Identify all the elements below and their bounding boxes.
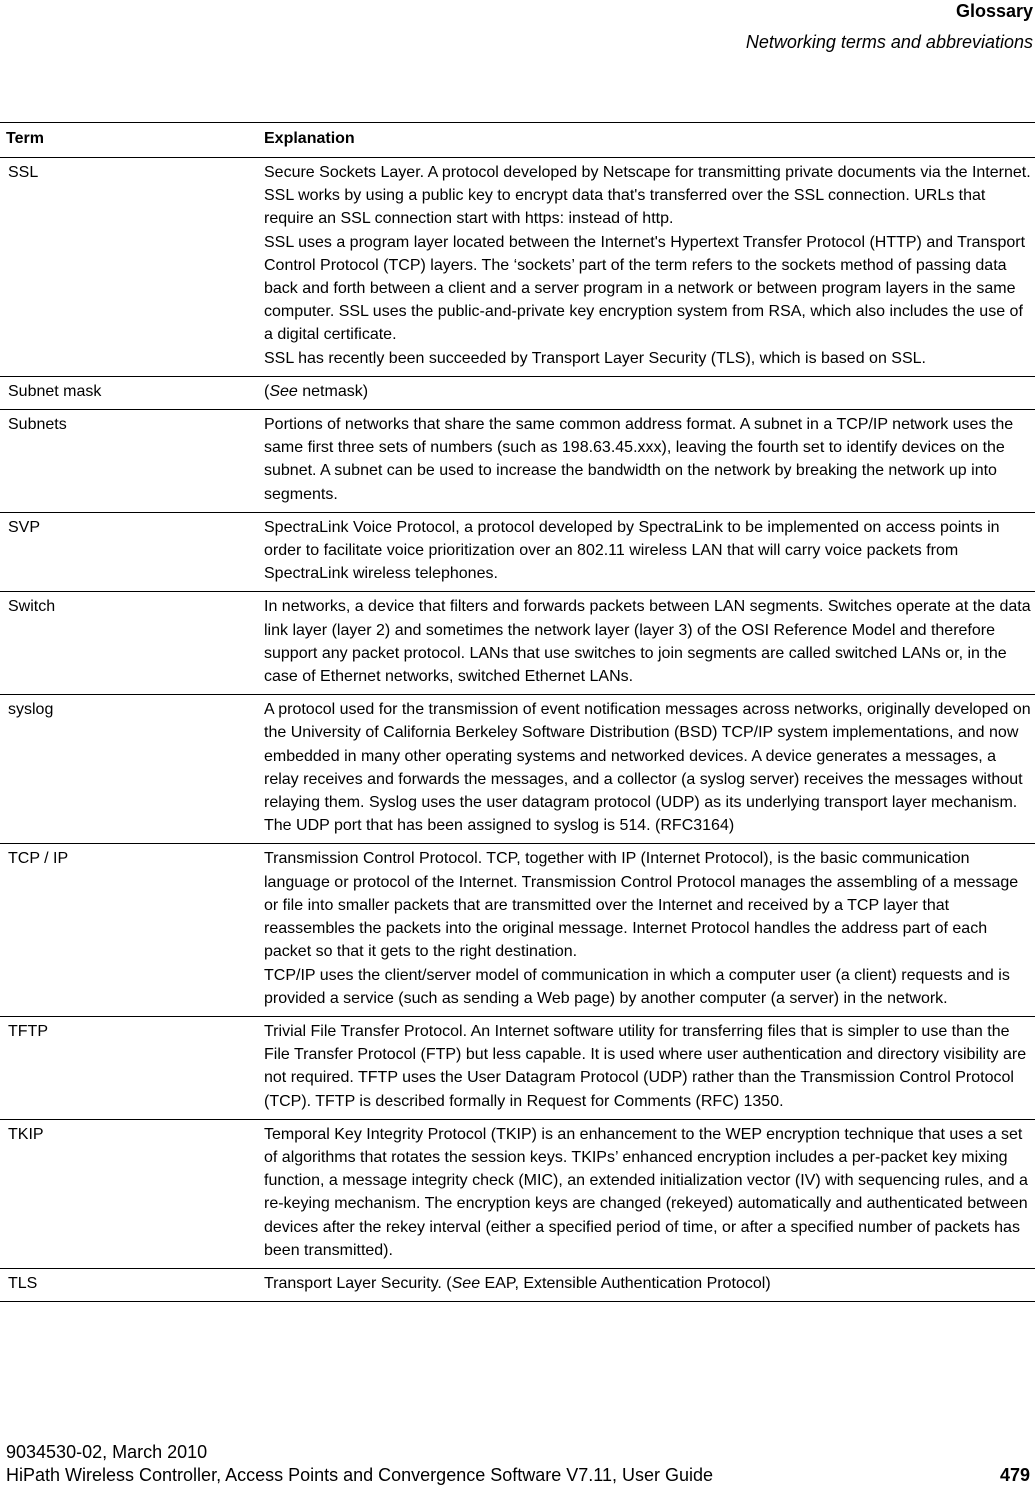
- explanation-paragraph: SpectraLink Voice Protocol, a protocol developed by SpectraLink to be implemented on access points in order to facilitate voice prioritization over an 802.11 wireless LAN that will carry voice packets from SpectraLink wireless telephones.: [264, 518, 1000, 583]
- term-cell: SVP: [0, 512, 258, 592]
- table-row: [0, 512, 1035, 592]
- header-title: Glossary: [955, 1, 1033, 21]
- table-row: [0, 410, 1035, 513]
- explanation-paragraph: TCP/IP uses the client/server model of communication in which a computer user (a client) requests and is provided a service (such as sending a Web page) by another computer (a server) in the network.: [264, 966, 1010, 1007]
- term-cell: TKIP: [0, 1119, 258, 1268]
- explanation-paragraph: A protocol used for the transmission of event notification messages across networks, originally developed on the University of California Berkeley Software Distribution (BSD) TCP/IP system implementations, and now embedded in many other operating systems and networked devices. A device generates a messages, a relay receives and forwards the messages, and a collector (a syslog server) receives the messages without relaying them. Syslog uses the user datagram protocol (UDP) as its underlying transport layer mechanism. The UDP port that has been assigned to syslog is 514. (RFC3164): [264, 701, 1031, 835]
- explanation-paragraph: SSL has recently been succeeded by Transport Layer Security (TLS), which is based on SSL.: [264, 349, 926, 367]
- explanation-cell: [258, 1119, 1035, 1268]
- table-row: [0, 1268, 1035, 1301]
- explanation-cell: [258, 844, 1035, 1016]
- document-number: 9034530-02, March 2010: [6, 1442, 208, 1462]
- term-cell: SSL: [0, 158, 258, 377]
- explanation-cell: [258, 376, 1035, 409]
- guide-title: HiPath Wireless Controller, Access Points and Convergence Software V7.11, User Guide: [6, 1465, 714, 1485]
- table-row: [0, 695, 1035, 844]
- page-header: [746, 0, 1033, 53]
- term-cell: TCP / IP: [0, 844, 258, 1016]
- term-cell: Switch: [0, 592, 258, 695]
- header-subtitle: Networking terms and abbreviations: [745, 32, 1033, 52]
- table-row: [0, 1016, 1035, 1119]
- table-row: [0, 844, 1035, 1016]
- explanation-cell: [258, 1016, 1035, 1119]
- explanation-cell: [258, 410, 1035, 513]
- page-number: 479: [999, 1465, 1030, 1485]
- explanation-cell: [258, 512, 1035, 592]
- explanation-paragraph: Temporal Key Integrity Protocol (TKIP) is an enhancement to the WEP encryption technique that uses a set of algorithms that rotates the session keys. TKIPs’ enhanced encryption includes a per-packet key mixing function, a message integrity check (MIC), an extended initialization vector (IV) with sequencing rules, and a re-keying mechanism. The encryption keys are changed (rekeyed) automatically and authenticated between devices after the rekey interval (either a specified period of time, or after a specified number of packets has been transmitted).: [264, 1125, 1028, 1259]
- explanation-text: (: [264, 382, 270, 400]
- see-reference: See: [269, 382, 298, 400]
- term-cell: syslog: [0, 695, 258, 844]
- term-cell: TLS: [0, 1268, 258, 1301]
- table-row: [0, 158, 1035, 377]
- term-cell: Subnet mask: [0, 376, 258, 409]
- table-header-row: [0, 123, 1035, 158]
- see-reference: See: [451, 1274, 481, 1292]
- column-header-explanation: Explanation: [258, 123, 1035, 158]
- explanation-cell: [258, 695, 1035, 844]
- glossary-table: [0, 122, 1035, 1302]
- explanation-paragraph: Trivial File Transfer Protocol. An Internet software utility for transferring files that is simpler to use than the File Transfer Protocol (FTP) but less capable. It is used where user authentication and directory visibility are not required. TFTP uses the User Datagram Protocol (UDP) rather than the Transmission Control Protocol (TCP). TFTP is described formally in Request for Comments (RFC) 1350.: [264, 1022, 1027, 1110]
- explanation-cell: [258, 592, 1035, 695]
- explanation-text: netmask): [297, 382, 369, 400]
- column-header-term: Term: [0, 123, 258, 158]
- explanation-cell: [258, 158, 1035, 377]
- explanation-paragraph: Transmission Control Protocol. TCP, together with IP (Internet Protocol), is the basic communication language or protocol of the Internet. Transmission Control Protocol manages the assembling of a message or file into smaller packets that are transmitted over the Internet and received by a TCP layer that reassembles the packets into the original message. Internet Protocol handles the address part of each packet so that it gets to the right destination.: [264, 850, 1019, 961]
- table-row: [0, 1119, 1035, 1268]
- explanation-paragraph: Secure Sockets Layer. A protocol developed by Netscape for transmitting private documents via the Internet. SSL works by using a public key to encrypt data that's transferred over the SSL connection. URLs that require an SSL connection start with https: instead of http.: [264, 164, 1031, 228]
- page-footer: [6, 1441, 1030, 1487]
- explanation-paragraph: In networks, a device that filters and forwards packets between LAN segments. Switches operate at the data link layer (layer 2) and sometimes the network layer (layer 3) of the OSI Reference Model and therefore support any packet protocol. LANs that use switches to join segments are called switched LANs or, in the case of Ethernet networks, switched Ethernet LANs.: [264, 598, 1031, 686]
- explanation-text: Transport Layer Security. (: [264, 1274, 452, 1292]
- explanation-text: EAP, Extensible Authentication Protocol): [480, 1274, 771, 1292]
- explanation-paragraph: Portions of networks that share the same common address format. A subnet in a TCP/IP network uses the same first three sets of numbers (such as 198.63.45.xxx), leaving the fourth set to identify devices on the subnet. A subnet can be used to increase the bandwidth on the network by breaking the network up into segments.: [264, 416, 1014, 503]
- table-row: [0, 376, 1035, 409]
- explanation-cell: [258, 1268, 1035, 1301]
- explanation-paragraph: SSL uses a program layer located between the Internet's Hypertext Transfer Protocol (HTTP) and Transport Control Protocol (TCP) layers. The ‘sockets’ part of the term refers to the sockets method of passing data back and forth between a client and a server program in a network or between program layers in the same computer. SSL uses the public-and-private key encryption system from RSA, which also includes the use of a digital certificate.: [264, 233, 1026, 344]
- term-cell: TFTP: [0, 1016, 258, 1119]
- table-row: [0, 592, 1035, 695]
- term-cell: Subnets: [0, 410, 258, 513]
